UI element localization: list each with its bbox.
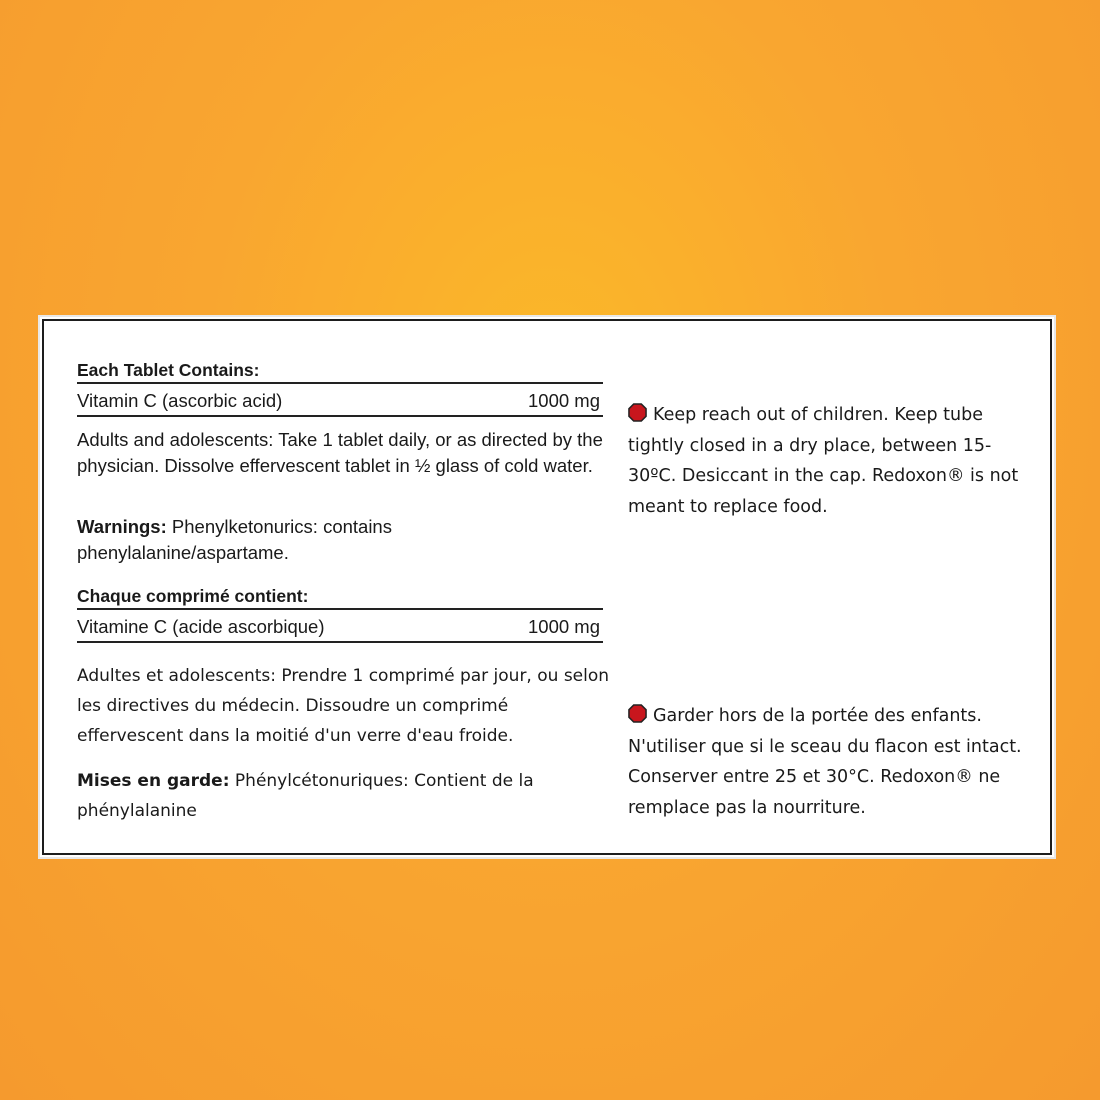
english-header: Each Tablet Contains: <box>77 360 260 380</box>
english-ingredient-amount: 1000 mg <box>528 390 600 411</box>
label-panel <box>38 315 1056 859</box>
french-ingredient-name: Vitamine C (acide ascorbique) <box>77 616 325 637</box>
french-warnings <box>77 766 617 826</box>
label-border <box>42 319 1052 855</box>
english-directions: Adults and adolescents: Take 1 tablet daily, or as directed by the physician. Dissolve effervescent tablet in ½ glass of cold water. <box>77 429 603 476</box>
french-header: Chaque comprimé contient: <box>77 586 309 606</box>
caution-french <box>628 701 1038 823</box>
english-header-rule <box>77 382 603 384</box>
french-row-rule <box>77 641 603 643</box>
english-ingredient-row <box>77 389 600 413</box>
french-ingredient-row <box>77 615 600 639</box>
caution-french-text: Garder hors de la portée des enfants. N'utiliser que si le sceau du flacon est intact. Conserver entre 25 et 30°C. Redoxon® ne remplace pas la nourriture. <box>628 706 1022 818</box>
french-warnings-text: Phénylcétonuriques: Contient de la phénylalanine <box>77 771 534 821</box>
english-warnings-text: Phenylketonurics: contains phenylalanine/aspartame. <box>77 516 392 563</box>
english-warnings <box>77 514 607 566</box>
stop-octagon-icon <box>628 403 647 422</box>
english-ingredient-name: Vitamin C (ascorbic acid) <box>77 390 283 411</box>
caution-english-text: Keep reach out of children. Keep tube tightly closed in a dry place, between 15-30ºC. Desiccant in the cap. Redoxon® is not meant to replace food. <box>628 405 1019 517</box>
french-warnings-label: Mises en garde: <box>77 771 230 791</box>
english-row-rule <box>77 415 603 417</box>
french-directions: Adultes et adolescents: Prendre 1 comprimé par jour, ou selon les directives du médecin. Dissoudre un comprimé effervescent dans la moitié d'un verre d'eau froide. <box>77 666 610 746</box>
french-ingredient-amount: 1000 mg <box>528 616 600 637</box>
caution-english <box>628 400 1038 522</box>
french-header-rule <box>77 608 603 610</box>
english-warnings-label: Warnings: <box>77 516 167 537</box>
stop-octagon-icon <box>628 704 647 723</box>
